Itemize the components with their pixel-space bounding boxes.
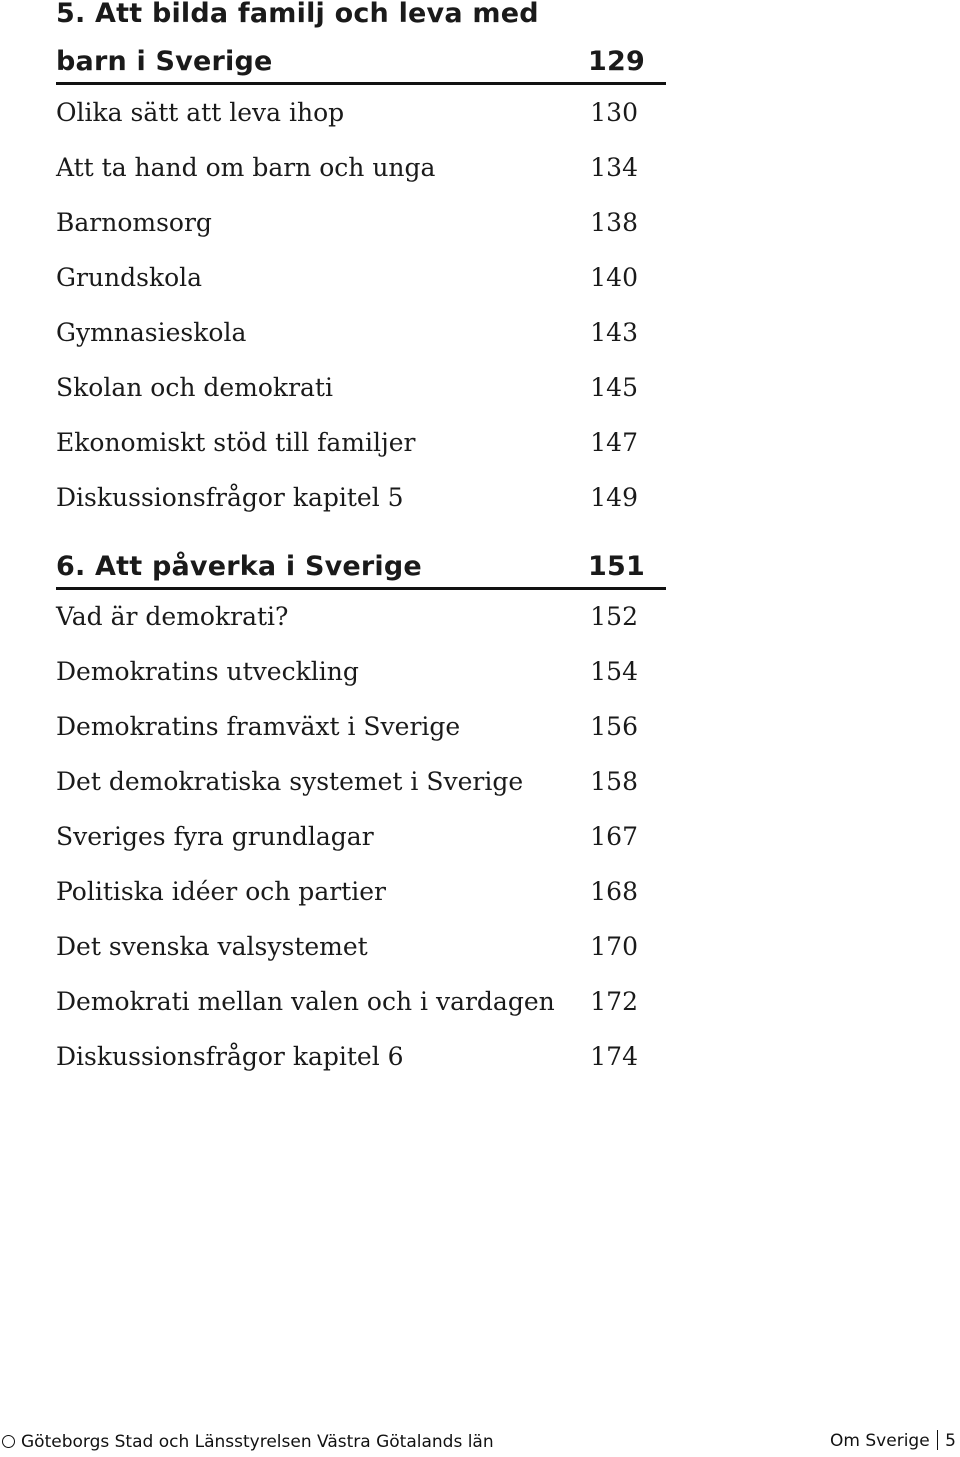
toc-entry-page: 149 bbox=[590, 483, 638, 512]
toc-entry-label: Diskussionsfrågor kapitel 6 bbox=[56, 1042, 404, 1071]
toc-entry-page: 156 bbox=[590, 712, 638, 741]
toc-entry-page: 170 bbox=[590, 932, 638, 961]
toc-entry[interactable] bbox=[56, 589, 666, 644]
chapter-5-title-row bbox=[56, 42, 666, 85]
toc-entry-label: Att ta hand om barn och unga bbox=[56, 153, 436, 182]
toc-entry-label: Politiska idéer och partier bbox=[56, 877, 386, 906]
toc-entry-label: Ekonomiskt stöd till familjer bbox=[56, 428, 416, 457]
footer-page-number: 5 bbox=[945, 1431, 956, 1451]
toc-entry[interactable] bbox=[56, 470, 666, 525]
toc-entry-page: 134 bbox=[590, 153, 638, 182]
chapter-5-title-line1: 5. Att bilda familj och leva med bbox=[56, 0, 539, 29]
toc-entry-label: Det svenska valsystemet bbox=[56, 932, 368, 961]
toc-entry-label: Olika sätt att leva ihop bbox=[56, 98, 345, 127]
toc-entry-page: 130 bbox=[590, 98, 638, 127]
toc-entry[interactable] bbox=[56, 699, 666, 754]
page-footer bbox=[0, 1428, 960, 1456]
chapter-6-title: 6. Att påverka i Sverige bbox=[56, 551, 422, 582]
toc-entry-page: 154 bbox=[590, 657, 638, 686]
toc-entry-label: Demokrati mellan valen och i vardagen bbox=[56, 987, 555, 1016]
toc-entry[interactable] bbox=[56, 1029, 666, 1084]
toc-entry[interactable] bbox=[56, 864, 666, 919]
toc-entry-page: 147 bbox=[590, 428, 638, 457]
chapter-5-page: 129 bbox=[588, 46, 645, 77]
chapter-5-title-line2: barn i Sverige bbox=[56, 46, 273, 77]
toc-entry-page: 143 bbox=[590, 318, 638, 347]
toc-entry-label: Diskussionsfrågor kapitel 5 bbox=[56, 483, 404, 512]
toc-entry[interactable] bbox=[56, 140, 666, 195]
toc-entry[interactable] bbox=[56, 644, 666, 699]
chapter-6-heading bbox=[56, 547, 666, 590]
footer-publisher: Göteborgs Stad och Länsstyrelsen Västra Götalands län bbox=[21, 1432, 494, 1452]
toc-entry[interactable] bbox=[56, 85, 666, 140]
toc-entry-label: Barnomsorg bbox=[56, 208, 212, 237]
toc-entry-page: 167 bbox=[590, 822, 638, 851]
toc-entry[interactable] bbox=[56, 809, 666, 864]
toc-entry[interactable] bbox=[56, 195, 666, 250]
toc-entry-page: 152 bbox=[590, 602, 638, 631]
chapter-6-entries bbox=[56, 589, 666, 1084]
toc-entry-page: 138 bbox=[590, 208, 638, 237]
footer-credit bbox=[2, 1432, 494, 1452]
toc-entry-label: Sveriges fyra grundlagar bbox=[56, 822, 374, 851]
toc-entry[interactable] bbox=[56, 415, 666, 470]
toc-entry-page: 174 bbox=[590, 1042, 638, 1071]
toc-entry-page: 140 bbox=[590, 263, 638, 292]
toc-entry-label: Gymnasieskola bbox=[56, 318, 247, 347]
toc-entry-page: 172 bbox=[590, 987, 638, 1016]
toc-entry-label: Grundskola bbox=[56, 263, 203, 292]
toc-entry[interactable] bbox=[56, 974, 666, 1029]
toc-entry-page: 168 bbox=[590, 877, 638, 906]
toc-entry[interactable] bbox=[56, 360, 666, 415]
footer-book-title: Om Sverige bbox=[830, 1431, 930, 1451]
toc-entry-label: Demokratins framväxt i Sverige bbox=[56, 712, 461, 741]
toc-entry-label: Det demokratiska systemet i Sverige bbox=[56, 767, 524, 796]
toc-entry-label: Skolan och demokrati bbox=[56, 373, 333, 402]
footer-folio bbox=[830, 1430, 956, 1451]
toc-entry[interactable] bbox=[56, 250, 666, 305]
toc-entry-label: Demokratins utveckling bbox=[56, 657, 359, 686]
chapter-6-page: 151 bbox=[588, 551, 645, 582]
chapter-5-entries bbox=[56, 85, 666, 525]
folio-divider bbox=[937, 1430, 939, 1450]
toc-entry[interactable] bbox=[56, 919, 666, 974]
toc-entry-page: 158 bbox=[590, 767, 638, 796]
copyright-icon bbox=[2, 1435, 15, 1448]
toc-entry[interactable] bbox=[56, 305, 666, 360]
toc-entry-page: 145 bbox=[590, 373, 638, 402]
toc-entry-label: Vad är demokrati? bbox=[56, 602, 289, 631]
toc-entry[interactable] bbox=[56, 754, 666, 809]
